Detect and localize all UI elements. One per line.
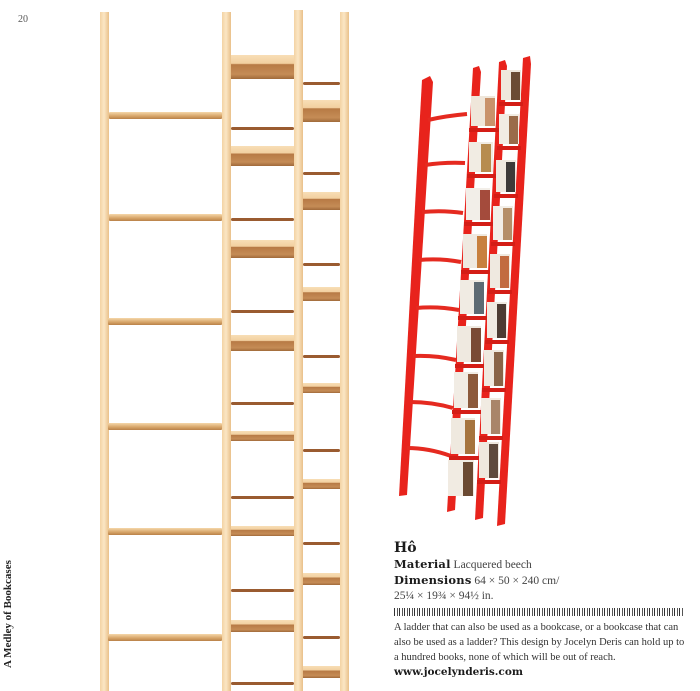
shelf-edge [303,542,340,545]
product-url-link[interactable]: www.jocelynderis.com [394,666,523,678]
shelf-edge [303,172,340,175]
shelf [303,573,340,585]
material-value: Lacquered beech [453,559,532,571]
ladder-rung [108,423,222,430]
shelf [303,666,340,678]
ladder-rung [109,112,222,119]
shelf [303,383,340,393]
shelf-edge [303,449,340,452]
shelf-edge [231,310,294,313]
ladder-rung [108,318,222,325]
ladder-rail [100,12,109,691]
product-description: A ladder that can also be used as a bookcase, or a bookcase that can also be used as a ladder? This design by Jocelyn Deris can hold up to a hundred books, none of which will be out of reach. [394,622,685,663]
dimensions-spec [394,573,690,589]
ladder-rail [222,12,231,691]
decorative-barcode-rule [394,608,684,616]
shelf [231,431,294,441]
product-name: Hô [394,540,417,556]
shelf [303,192,340,210]
ladder-rung [108,528,222,535]
shelf-edge [231,218,294,221]
ladder-rung [108,634,222,641]
shelf-edge [231,589,294,592]
shelf-edge [303,355,340,358]
material-label: Material [394,557,451,571]
ladder-rail [294,10,303,691]
shelf-edge [231,496,294,499]
ladder-rail [340,12,349,691]
ladder-rung [109,214,222,221]
red-ladder-photo [395,50,540,530]
shelf-edge [231,127,294,130]
shelf [231,240,294,258]
shelf [231,335,294,351]
shelf-edge [303,636,340,639]
shelf [303,287,340,301]
dimensions-label: Dimensions [394,573,472,587]
shelf [231,620,294,632]
shelf-edge [303,263,340,266]
shelf [303,100,340,122]
shelf [231,55,294,79]
shelf [231,146,294,166]
shelf [231,526,294,536]
dimensions-imperial: 25¼ × 19¾ × 94½ in. [394,590,494,602]
running-title: A Medley of Bookcases [2,560,14,668]
dimensions-metric: 64 × 50 × 240 cm/ [474,575,560,587]
material-spec [394,557,690,573]
product-caption [394,540,690,678]
shelf-edge [231,402,294,405]
shelf [303,479,340,489]
page-number: 20 [18,14,28,25]
shelf-edge [231,682,294,685]
shelf-edge [303,82,340,85]
